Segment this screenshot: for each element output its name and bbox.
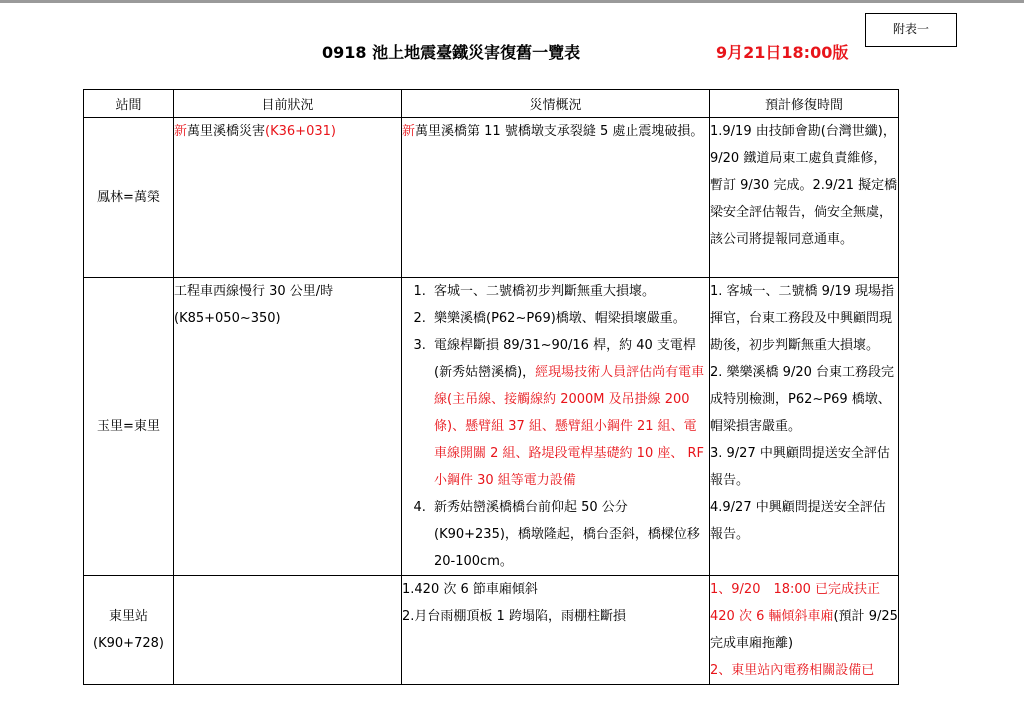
- new-mark: 新: [174, 124, 188, 139]
- new-mark: 新: [402, 124, 416, 139]
- repair-item: (預計 9/25 完成車廂拖離): [710, 609, 898, 651]
- station-name: 玉里=東里: [97, 419, 160, 434]
- table-row: [84, 278, 899, 576]
- damage-item: 1.420 次 6 節車廂傾斜: [402, 582, 538, 597]
- annex-label: 附表一: [865, 13, 957, 47]
- damage-item: 2.月台雨棚頂板 1 跨塌陷，雨棚柱斷損: [402, 609, 626, 624]
- damage-item-red-text: 經現場技術人員評估尚有電車線(主吊線、接觸線約 2000M 及吊掛線 200 條)、懸臂組 37 組、懸臂組小鋼件 21 組、電車線開關 2 組、路堤段電桿基礎約 10 座、 RF 小鋼件 30 組等電力設備: [434, 365, 705, 488]
- header-station: 站間: [84, 90, 174, 118]
- table-row: [84, 118, 899, 278]
- repair-item: 2. 樂樂溪橋 9/20 台東工務段完成特別檢測，P62~P69 橋墩、帽梁損害嚴重。: [710, 365, 894, 434]
- damage-item-text: 電線桿斷損 89/31~90/16 桿，約 40 支電桿(新秀姑巒溪橋)，: [434, 338, 696, 380]
- status-cell: [174, 576, 402, 685]
- damage-list: [402, 278, 709, 575]
- repair-item-red: 1、9/20 18:00 已完成扶正 420 次 6 輛傾斜車廂: [710, 582, 881, 624]
- status-km: (K36+031): [265, 124, 336, 139]
- damage-cell: [402, 278, 710, 576]
- damage-item-text: 新秀姑巒溪橋橋台前仰起 50 公分(K90+235)，橋墩隆起，橋台歪斜，橋樑位移 20-100cm。: [434, 500, 700, 569]
- station-cell: [84, 118, 174, 278]
- header-repair: 預計修復時間: [710, 90, 899, 118]
- top-rule: [0, 0, 1024, 3]
- station-name: 東里站: [108, 609, 148, 624]
- repair-cell: [710, 278, 899, 576]
- damage-item: [430, 332, 709, 494]
- repair-cell: [710, 576, 899, 685]
- damage-item-text: 客城一、二號橋初步判斷無重大損壞。: [434, 284, 656, 299]
- recovery-table: [83, 89, 899, 685]
- header-row: [84, 90, 899, 118]
- table-row: [84, 576, 899, 685]
- damage-item: [430, 494, 709, 575]
- damage-item: [430, 305, 709, 332]
- repair-cell: [710, 118, 899, 278]
- status-km: (K85+050~350): [174, 311, 281, 326]
- repair-item: 1. 客城一、二號橋 9/19 現場指揮官，台東工務段及中興顧問現勘後，初步判斷無重大損壞。: [710, 284, 894, 353]
- damage-cell: [402, 576, 710, 685]
- station-km: (K90+728): [93, 636, 164, 651]
- status-cell: [174, 278, 402, 576]
- damage-cell: [402, 118, 710, 278]
- header-damage: 災情概況: [402, 90, 710, 118]
- status-text: 萬里溪橋災害: [187, 124, 266, 139]
- damage-text: 萬里溪橋第 11 號橋墩支承裂縫 5 處止震塊破損。: [415, 124, 704, 139]
- station-cell: [84, 576, 174, 685]
- repair-item: 3. 9/27 中興顧問提送安全評估報告。: [710, 446, 890, 488]
- station-cell: [84, 278, 174, 576]
- repair-text: 1.9/19 由技師會勘(台灣世纖)，9/20 鐵道局東工處負責維修，暫訂 9/30 完成。2.9/21 擬定橋梁安全評估報告，倘安全無虞，該公司將提報同意通車。: [710, 124, 898, 247]
- page-title: 0918 池上地震臺鐵災害復舊一覽表: [322, 43, 581, 62]
- damage-item-text: 樂樂溪橋(P62~P69)橋墩、帽梁損壞嚴重。: [434, 311, 686, 326]
- version-label: 9月21日18:00版: [716, 43, 849, 62]
- repair-item-red: 2、東里站內電務相關設備已: [710, 663, 875, 678]
- damage-item: [430, 278, 709, 305]
- header-status: 目前狀況: [174, 90, 402, 118]
- station-name: 鳳林=萬榮: [97, 190, 160, 205]
- status-line: 工程車西線慢行 30 公里/時: [174, 284, 334, 299]
- repair-item: 4.9/27 中興顧問提送安全評估報告。: [710, 500, 886, 542]
- status-cell: [174, 118, 402, 278]
